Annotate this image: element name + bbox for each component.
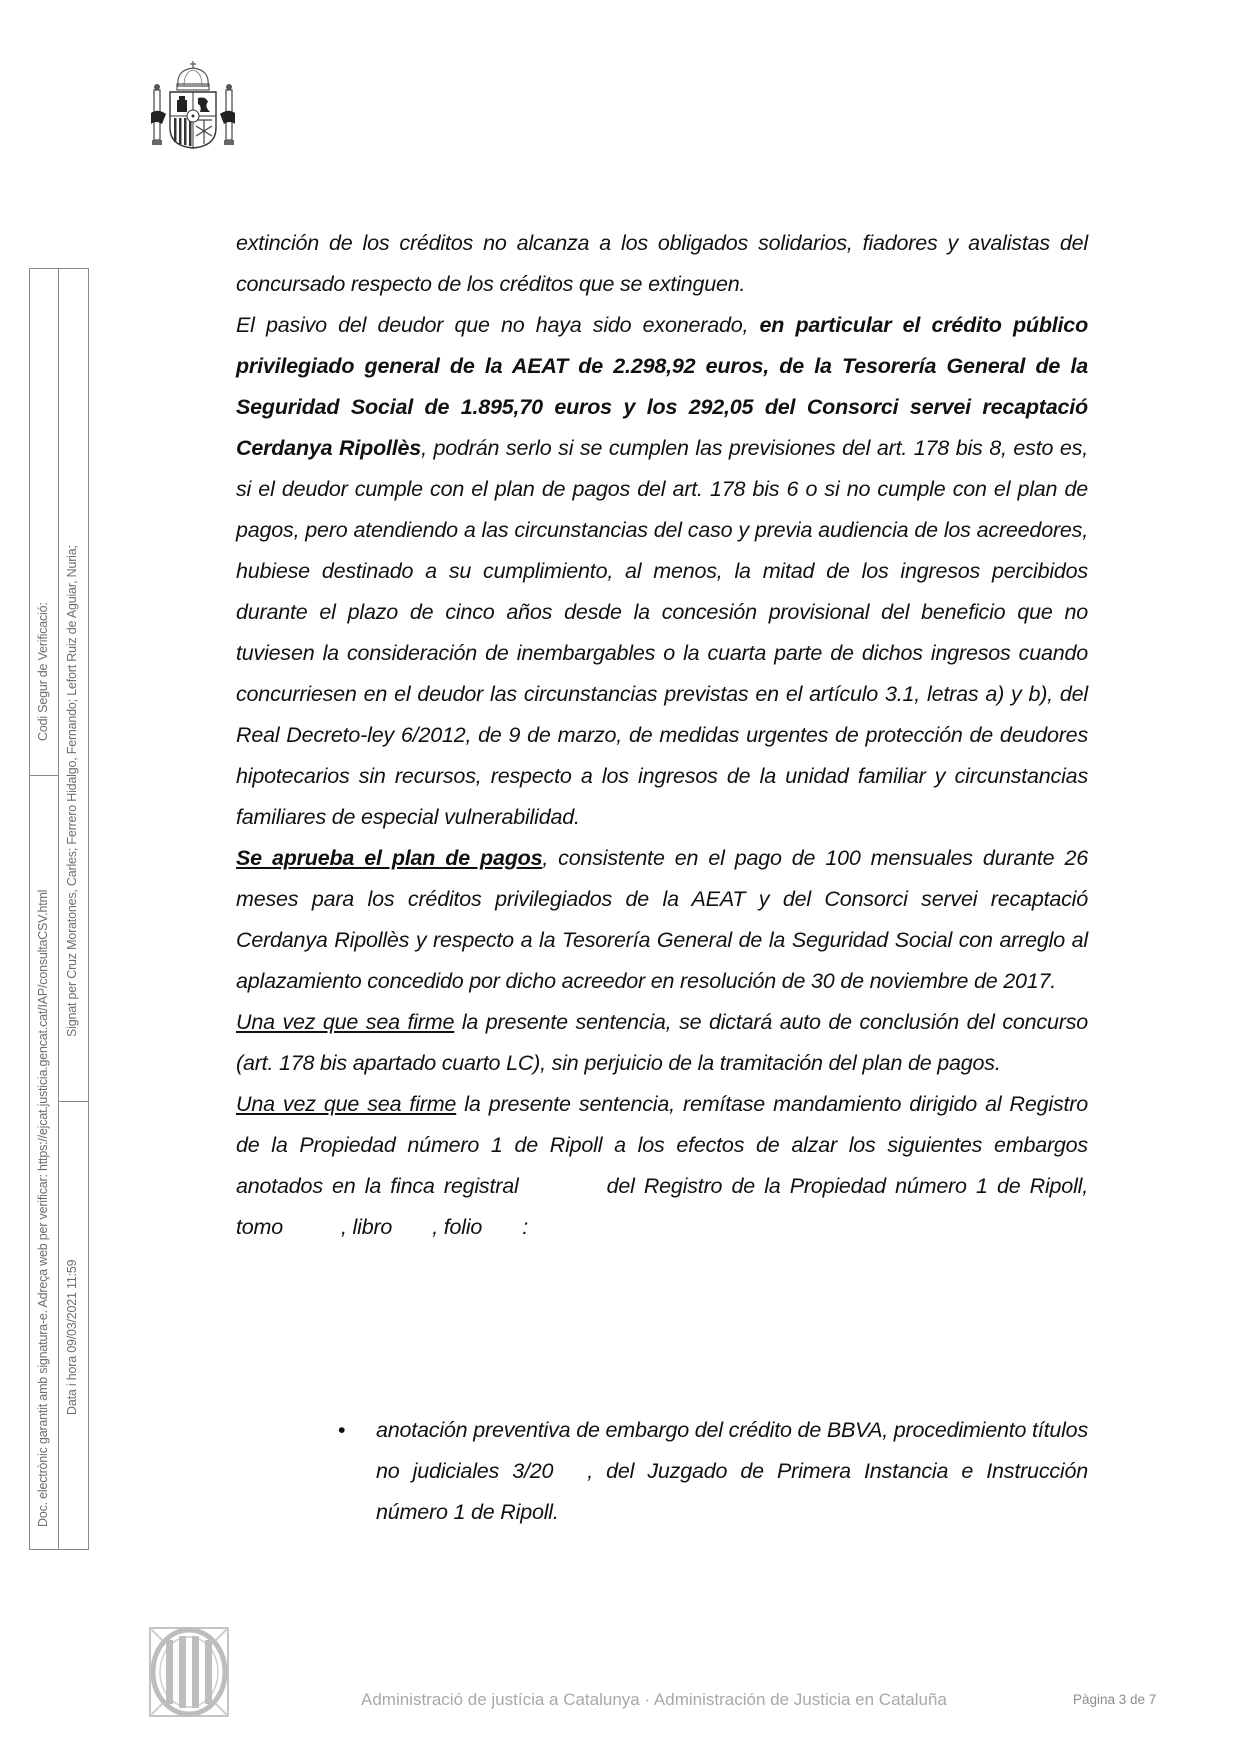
colon: : [522, 1215, 528, 1239]
page-number: Pàgina 3 de 7 [1073, 1692, 1157, 1707]
list-item-text: , del Juzgado de Primera Instancia e Instrucción número 1 de Ripoll. [376, 1459, 1089, 1524]
footer-administration-text: Administració de justícia a Catalunya · Administración de Justicia en Cataluña [361, 1690, 947, 1709]
libro-label: , libro [341, 1215, 393, 1239]
sidebar-divider-right [58, 1101, 88, 1102]
paragraph-conclusion [236, 1002, 1088, 1084]
generalitat-catalunya-seal-logo [148, 1626, 230, 1718]
paragraph-text: El pasivo del deudor que no haya sido exonerado, [236, 313, 760, 337]
embargo-list [338, 1410, 1089, 1533]
paragraph-text: , consistente en el pago de 100 mensuales durante 26 meses para los créditos privilegiados de la AEAT y del Consorci servei recaptació Cerdanya Ripollès y respecto a la Tesorería General de la Seguridad Social con arreglo al aplazamiento concedido por dicho acreedor en resolución de 30 de noviembre de 2017. [236, 846, 1088, 993]
folio-label: , folio [432, 1215, 483, 1239]
verification-web-address: Doc. electrònic garantit amb signatura-e. Adreça web per verificar: https://ejcat.justicia.gencat.cat/IAP/consultaCSV.html [36, 889, 50, 1527]
paragraph-extincion [236, 223, 1088, 305]
spanish-coat-of-arms-logo [148, 58, 238, 153]
paragraph-pasivo [236, 305, 1088, 838]
csv-label: Codi Segur de Verificació: [36, 602, 50, 741]
underlined-phrase: Una vez que sea firme [236, 1092, 457, 1116]
paragraph-mandamiento [236, 1084, 1088, 1248]
document-body [236, 223, 1088, 1248]
paragraph-plan-de-pagos [236, 838, 1088, 1002]
paragraph-text: , podrán serlo si se cumplen las previsiones del art. 178 bis 8, esto es, si el deudor cumple con el plan de pagos del art. 178 bis 6 o si no cumple con el plan de pagos, pero atendiendo a las circunstancias del caso y previa audiencia de los acreedores, hubiese destinado a su cumplimiento, al menos, la mitad de los ingresos percibidos durante el plazo de cinco años desde la concesión provisional del beneficio que no tuviesen la consideración de inembargables o la cuarta parte de dichos ingresos cuando concurriesen en el deudor las circunstancias previstas en el artículo 3.1, letras a) y b), del Real Decreto-ley 6/2012, de 9 de marzo, de medidas urgentes de protección de deudores hipotecarios sin recursos, respecto a los ingresos de la unidad familiar y circunstancias familiares de especial vulnerabilidad. [236, 436, 1088, 829]
paragraph-text: extinción de los créditos no alcanza a los obligados solidarios, fiadores y avalistas del concursado respecto de los créditos que se extinguen. [236, 231, 1088, 296]
paragraph-text: la presente sentencia, se dictará auto de conclusión del concurso (art. 178 bis apartado cuarto LC), sin perjuicio de la tramitación del plan de pagos. [236, 1010, 1089, 1075]
underlined-heading: Se aprueba el plan de pagos [236, 846, 543, 870]
bullet-marker: • [338, 1418, 346, 1442]
list-item [338, 1410, 1089, 1533]
list-item-text: anotación preventiva de embargo del crédito de BBVA, procedimiento títulos no judiciales 3/20 [376, 1418, 1088, 1483]
sidebar-divider-left [30, 775, 58, 776]
sidebar-column-divider [58, 269, 59, 1549]
underlined-phrase: Una vez que sea firme [236, 1010, 455, 1034]
bold-credit-amounts: en particular el crédito público privilegiado general de la AEAT de 2.298,92 euros, de la Tesorería General de la Seguridad Social de 1.895,70 euros y los 292,05 del Consorci servei recaptació Cerdanya Ripollès [236, 313, 1088, 460]
signature-date-time: Data i hora 09/03/2021 11:59 [65, 1259, 79, 1415]
signed-by: Signat per Cruz Moratones, Carles; Ferrero Hidalgo, Fernando; Lefort Ruiz de Aguiar, Nuria; [65, 545, 79, 1037]
paragraph-text: del Registro de la Propiedad número 1 de Ripoll, tomo [236, 1174, 1088, 1239]
verification-sidebar [29, 268, 89, 1550]
paragraph-text: la presente sentencia, remítase mandamiento dirigido al Registro de la Propiedad número 1 de Ripoll a los efectos de alzar los siguientes embargos anotados en la finca registral [236, 1092, 1088, 1198]
